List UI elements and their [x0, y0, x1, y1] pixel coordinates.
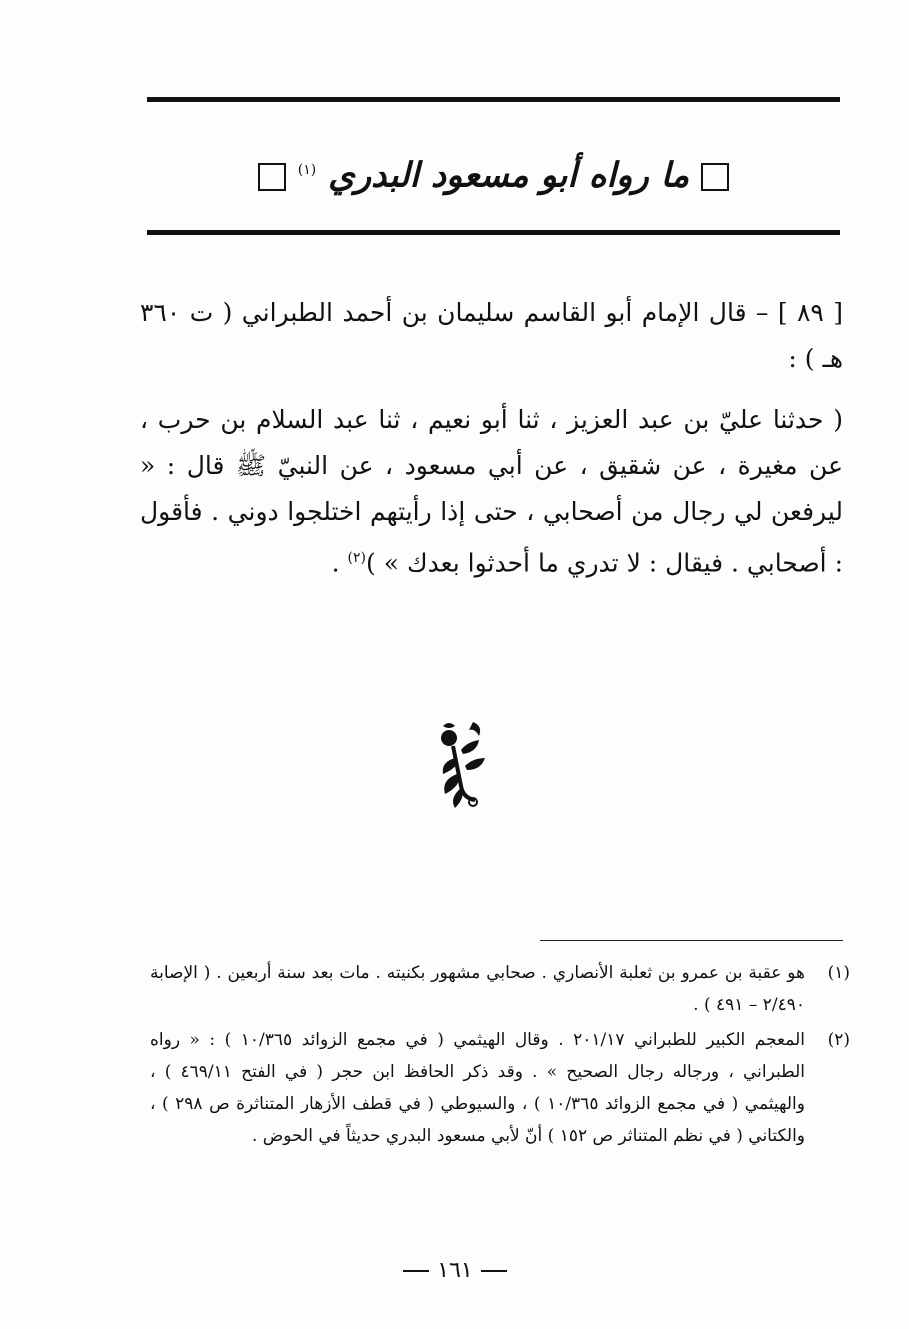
- dash-ornament: [481, 1270, 507, 1272]
- header-top-rule: [147, 97, 840, 102]
- footnote-text: المعجم الكبير للطبراني ٢٠١/١٧ . وقال الهيثمي ( في مجمع الزوائد ١٠/٣٦٥ ) : « رواه الطبراني ، ورجاله رجال الصحيح » . وقد ذكر الحافظ ابن حجر ( في الفتح ٤٦٩/١١ ) ، والهيثمي ( في مجمع الزوائد ١٠/٣٦٥ ) ، والسيوطي ( في قطف الأزهار المتناثرة ص ٢٩٨ ) ، والكتاني ( في نظم المتناثر ص ١٥٢ ) أنّ لأبي مسعود البدري حديثاً في الحوض .: [150, 1030, 805, 1146]
- footnote-separator: [540, 940, 843, 941]
- footnote-1: [150, 957, 850, 1021]
- narration-intro: [ ٨٩ ] – قال الإمام أبو القاسم سليمان بن أحمد الطبراني ( ت ٣٦٠ هـ ) :: [140, 298, 843, 373]
- hadith-text-block: [140, 397, 843, 586]
- footnote-2: [150, 1024, 850, 1152]
- hadith-footnote-ref: (٢): [347, 550, 367, 566]
- page-number: [380, 1258, 530, 1283]
- title-footnote-ref: (١): [297, 162, 317, 178]
- header-bottom-rule: [147, 230, 840, 235]
- page-number-text: ١٦١: [437, 1258, 473, 1283]
- footnote-number: (١): [827, 963, 850, 983]
- footnote-number: (٢): [827, 1030, 850, 1050]
- dash-ornament: [403, 1270, 429, 1272]
- footnote-text: هو عقبة بن عمرو بن ثعلبة الأنصاري . صحابي مشهور بكنيته . مات بعد سنة أربعين . ( الإصابة ٢/٤٩٠ – ٤٩١ ) .: [150, 963, 805, 1015]
- section-title: [147, 140, 840, 205]
- section-title-text: ما رواه أبو مسعود البدري: [328, 155, 690, 196]
- hadith-end: .: [331, 548, 348, 578]
- floral-ornament-icon: [433, 718, 493, 810]
- square-bullet-icon: [701, 163, 729, 191]
- square-bullet-icon: [258, 163, 286, 191]
- hadith-text: ( حدثنا عليّ بن عبد العزيز ، ثنا أبو نعيم ، ثنا عبد السلام بن حرب ، عن مغيرة ، عن شقيق ، عن أبي مسعود ، عن النبيّ ﷺ قال : « ليرفعن لي رجال من أصحابي ، حتى إذا رأيتهم اختلجوا دوني . فأقول : أصحابي . فيقال : لا تدري ما أحدثوا بعدك » ): [140, 405, 843, 578]
